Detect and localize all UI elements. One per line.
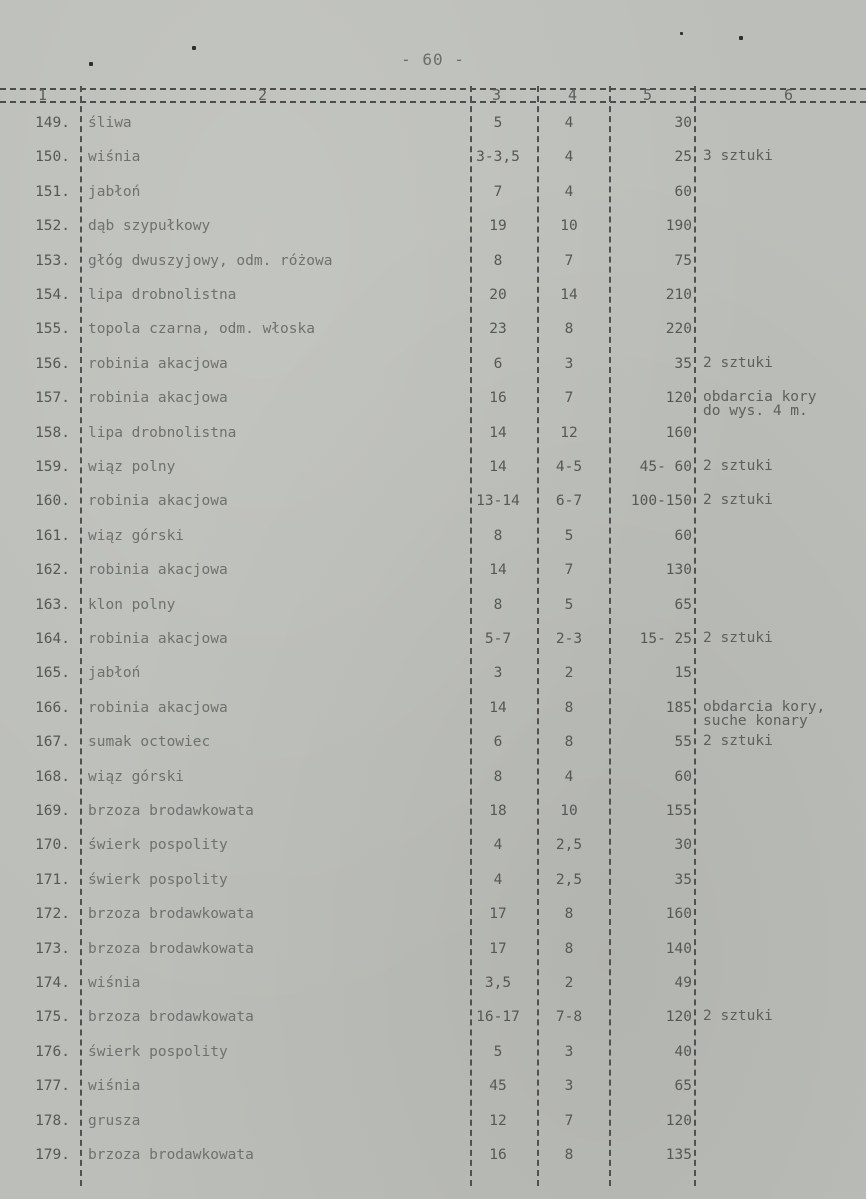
- value-col-3: 3-3,5: [476, 149, 520, 166]
- value-col-3: 16-17: [476, 1009, 520, 1026]
- value-col-5: 40: [674, 1043, 692, 1060]
- table-row: [0, 726, 866, 760]
- value-col-5: 25: [674, 149, 692, 166]
- value-col-5: 45- 60: [639, 459, 692, 475]
- row-number: 179.: [35, 1147, 70, 1163]
- table-row: [0, 933, 866, 967]
- table-row: [0, 348, 866, 382]
- value-col-4: 7: [564, 562, 574, 579]
- row-note: 2 sztuki: [703, 354, 773, 371]
- value-col-3: 8: [493, 596, 503, 613]
- row-number: 177.: [35, 1078, 70, 1095]
- tree-species: lipa drobnolistna: [88, 424, 237, 441]
- tree-species: wiśnia: [88, 975, 141, 991]
- tree-species: topola czarna, odm. włoska: [88, 321, 315, 338]
- row-number: 165.: [35, 665, 70, 682]
- tree-species: wiśnia: [88, 1078, 141, 1095]
- tree-species: świerk pospolity: [88, 1043, 228, 1060]
- row-note: 2 sztuki: [703, 1008, 773, 1025]
- value-col-3: 17: [489, 940, 507, 957]
- value-col-4: 2: [564, 975, 574, 991]
- row-number: 167.: [35, 734, 70, 751]
- value-col-5: 65: [674, 596, 692, 613]
- row-note: obdarcia kory, suche konary: [703, 698, 826, 729]
- value-col-5: 160: [665, 424, 692, 441]
- row-number: 156.: [35, 355, 70, 372]
- tree-species: robinia akacjowa: [88, 631, 228, 647]
- tree-species: lipa drobnolistna: [88, 287, 237, 303]
- row-note: obdarcia kory do wys. 4 m.: [703, 389, 817, 420]
- value-col-3: 5: [493, 115, 503, 131]
- value-col-5: 30: [674, 115, 692, 131]
- tree-species: wiąz górski: [88, 527, 185, 544]
- value-col-4: 7-8: [555, 1009, 583, 1026]
- page-number: - 60 -: [401, 50, 465, 69]
- table-row: [0, 829, 866, 863]
- row-number: 166.: [35, 699, 70, 716]
- ink-speck: [739, 36, 743, 40]
- row-number: 153.: [35, 252, 70, 269]
- value-col-4: 7: [564, 1112, 574, 1129]
- value-col-3: 14: [489, 424, 507, 441]
- row-number: 174.: [35, 975, 70, 991]
- table-row: [0, 1105, 866, 1139]
- row-number: 157.: [35, 390, 70, 407]
- value-col-3: 4: [493, 871, 503, 888]
- value-col-3: 20: [489, 287, 507, 303]
- row-number: 152.: [35, 218, 70, 235]
- row-number: 163.: [35, 596, 70, 613]
- value-col-3: 16: [489, 390, 507, 407]
- value-col-5: 60: [674, 768, 692, 785]
- table-row: [0, 210, 866, 244]
- tree-species: brzoza brodawkowata: [88, 803, 254, 819]
- row-number: 170.: [35, 837, 70, 854]
- value-col-4: 14: [560, 287, 578, 303]
- value-col-3: 5: [493, 1043, 503, 1060]
- value-col-5: 30: [674, 837, 692, 854]
- tree-species: klon polny: [88, 596, 176, 613]
- tree-species: robinia akacjowa: [88, 562, 228, 579]
- tree-species: głóg dwuszyjowy, odm. różowa: [88, 252, 333, 269]
- value-col-3: 12: [489, 1112, 507, 1129]
- value-col-5: 49: [674, 975, 692, 991]
- value-col-4: 12: [560, 424, 578, 441]
- row-number: 149.: [35, 115, 70, 131]
- value-col-3: 6: [493, 734, 503, 751]
- table-row: [0, 313, 866, 347]
- header-top-rule: [0, 88, 866, 90]
- value-col-5: 60: [674, 527, 692, 544]
- value-col-5: 135: [665, 1147, 692, 1163]
- row-number: 155.: [35, 321, 70, 338]
- tree-species: robinia akacjowa: [88, 390, 228, 407]
- table-row: [0, 657, 866, 691]
- value-col-5: 120: [665, 1009, 692, 1026]
- value-col-3: 8: [493, 527, 503, 544]
- tree-species: świerk pospolity: [88, 837, 228, 854]
- value-col-4: 8: [564, 699, 574, 716]
- value-col-3: 3,5: [484, 975, 512, 991]
- value-col-3: 8: [493, 768, 503, 785]
- value-col-4: 4: [564, 768, 574, 785]
- table-row: [0, 898, 866, 932]
- value-col-4: 6-7: [555, 493, 583, 510]
- header-col-2: 2: [258, 86, 268, 104]
- value-col-5: 130: [665, 562, 692, 579]
- header-col-5: 5: [643, 86, 653, 104]
- table-row: [0, 623, 866, 657]
- value-col-3: 6: [493, 355, 503, 372]
- value-col-3: 13-14: [476, 493, 520, 510]
- value-col-5: 185: [665, 699, 692, 716]
- value-col-4: 7: [564, 252, 574, 269]
- value-col-4: 5: [564, 596, 574, 613]
- table-row: [0, 176, 866, 210]
- row-number: 162.: [35, 562, 70, 579]
- row-number: 161.: [35, 527, 70, 544]
- tree-species: brzoza brodawkowata: [88, 906, 254, 923]
- table-row: [0, 761, 866, 795]
- value-col-5: 65: [674, 1078, 692, 1095]
- value-col-5: 120: [665, 1112, 692, 1129]
- table-row: [0, 1139, 866, 1173]
- value-col-5: 155: [665, 803, 692, 819]
- row-number: 164.: [35, 631, 70, 647]
- value-col-5: 15- 25: [639, 631, 692, 647]
- row-number: 176.: [35, 1043, 70, 1060]
- value-col-5: 100-150: [630, 493, 692, 510]
- value-col-5: 190: [665, 218, 692, 235]
- table-row: [0, 520, 866, 554]
- value-col-5: 75: [674, 252, 692, 269]
- value-col-4: 8: [564, 940, 574, 957]
- row-number: 150.: [35, 149, 70, 166]
- table-row: [0, 279, 866, 313]
- row-number: 171.: [35, 871, 70, 888]
- value-col-3: 4: [493, 837, 503, 854]
- table-row: [0, 417, 866, 451]
- value-col-4: 3: [564, 355, 574, 372]
- tree-species: robinia akacjowa: [88, 355, 228, 372]
- value-col-4: 8: [564, 734, 574, 751]
- row-note: 2 sztuki: [703, 492, 773, 509]
- value-col-4: 2: [564, 665, 574, 682]
- value-col-3: 17: [489, 906, 507, 923]
- table-row: [0, 245, 866, 279]
- value-col-3: 14: [489, 459, 507, 475]
- value-col-4: 7: [564, 390, 574, 407]
- table-row: [0, 1001, 866, 1035]
- table-row: [0, 1036, 866, 1070]
- value-col-3: 3: [493, 665, 503, 682]
- tree-species: jabłoń: [88, 665, 141, 682]
- value-col-4: 2-3: [555, 631, 583, 647]
- tree-species: wiśnia: [88, 149, 141, 166]
- value-col-4: 4: [564, 115, 574, 131]
- value-col-5: 220: [665, 321, 692, 338]
- tree-species: wiąz górski: [88, 768, 185, 785]
- value-col-3: 14: [489, 699, 507, 716]
- table-row: [0, 1070, 866, 1104]
- tree-species: robinia akacjowa: [88, 493, 228, 510]
- tree-species: brzoza brodawkowata: [88, 940, 254, 957]
- header-bottom-rule: [0, 101, 866, 103]
- row-number: 173.: [35, 940, 70, 957]
- header-col-6: 6: [784, 86, 794, 104]
- value-col-4: 8: [564, 906, 574, 923]
- table-row: [0, 967, 866, 1001]
- row-number: 178.: [35, 1112, 70, 1129]
- value-col-4: 5: [564, 527, 574, 544]
- tree-species: dąb szypułkowy: [88, 218, 211, 235]
- table-row: [0, 554, 866, 588]
- table-row: [0, 795, 866, 829]
- row-number: 151.: [35, 183, 70, 200]
- row-note: 2 sztuki: [703, 630, 773, 646]
- row-note: 3 sztuki: [703, 148, 773, 165]
- row-number: 169.: [35, 803, 70, 819]
- value-col-5: 120: [665, 390, 692, 407]
- table-row: [0, 141, 866, 175]
- value-col-5: 15: [674, 665, 692, 682]
- value-col-4: 10: [560, 218, 578, 235]
- table-row: [0, 589, 866, 623]
- tree-species: wiąz polny: [88, 459, 176, 475]
- row-note: 2 sztuki: [703, 733, 773, 750]
- value-col-5: 55: [674, 734, 692, 751]
- tree-species: robinia akacjowa: [88, 699, 228, 716]
- table-row: [0, 485, 866, 519]
- row-number: 160.: [35, 493, 70, 510]
- value-col-3: 45: [489, 1078, 507, 1095]
- value-col-4: 4: [564, 149, 574, 166]
- value-col-3: 16: [489, 1147, 507, 1163]
- header-col-4: 4: [568, 86, 578, 104]
- tree-species: śliwa: [88, 115, 132, 131]
- tree-species: brzoza brodawkowata: [88, 1009, 254, 1026]
- row-note: 2 sztuki: [703, 458, 773, 474]
- value-col-3: 14: [489, 562, 507, 579]
- header-col-3: 3: [492, 86, 502, 104]
- row-number: 172.: [35, 906, 70, 923]
- tree-species: grusza: [88, 1112, 141, 1129]
- value-col-5: 210: [665, 287, 692, 303]
- tree-species: świerk pospolity: [88, 871, 228, 888]
- value-col-5: 160: [665, 906, 692, 923]
- value-col-4: 8: [564, 321, 574, 338]
- table-row: [0, 451, 866, 485]
- value-col-5: 60: [674, 183, 692, 200]
- value-col-4: 8: [564, 1147, 574, 1163]
- tree-species: jabłoń: [88, 183, 141, 200]
- value-col-3: 7: [493, 183, 503, 200]
- value-col-4: 3: [564, 1078, 574, 1095]
- table-row: [0, 107, 866, 141]
- value-col-3: 18: [489, 803, 507, 819]
- table-row: [0, 864, 866, 898]
- row-number: 168.: [35, 768, 70, 785]
- table-row: [0, 692, 866, 729]
- row-number: 154.: [35, 287, 70, 303]
- value-col-4: 2,5: [555, 837, 583, 854]
- value-col-3: 19: [489, 218, 507, 235]
- value-col-3: 23: [489, 321, 507, 338]
- value-col-5: 35: [674, 355, 692, 372]
- value-col-4: 3: [564, 1043, 574, 1060]
- header-col-1: 1: [38, 86, 48, 104]
- row-number: 175.: [35, 1009, 70, 1026]
- value-col-4: 10: [560, 803, 578, 819]
- tree-species: sumak octowiec: [88, 734, 211, 751]
- table-row: [0, 382, 866, 420]
- ink-speck: [680, 32, 683, 35]
- row-number: 159.: [35, 459, 70, 475]
- tree-species: brzoza brodawkowata: [88, 1147, 254, 1163]
- value-col-3: 8: [493, 252, 503, 269]
- value-col-3: 5-7: [484, 631, 512, 647]
- value-col-4: 2,5: [555, 871, 583, 888]
- value-col-5: 140: [665, 940, 692, 957]
- value-col-5: 35: [674, 871, 692, 888]
- row-number: 158.: [35, 424, 70, 441]
- value-col-4: 4: [564, 183, 574, 200]
- value-col-4: 4-5: [555, 459, 583, 475]
